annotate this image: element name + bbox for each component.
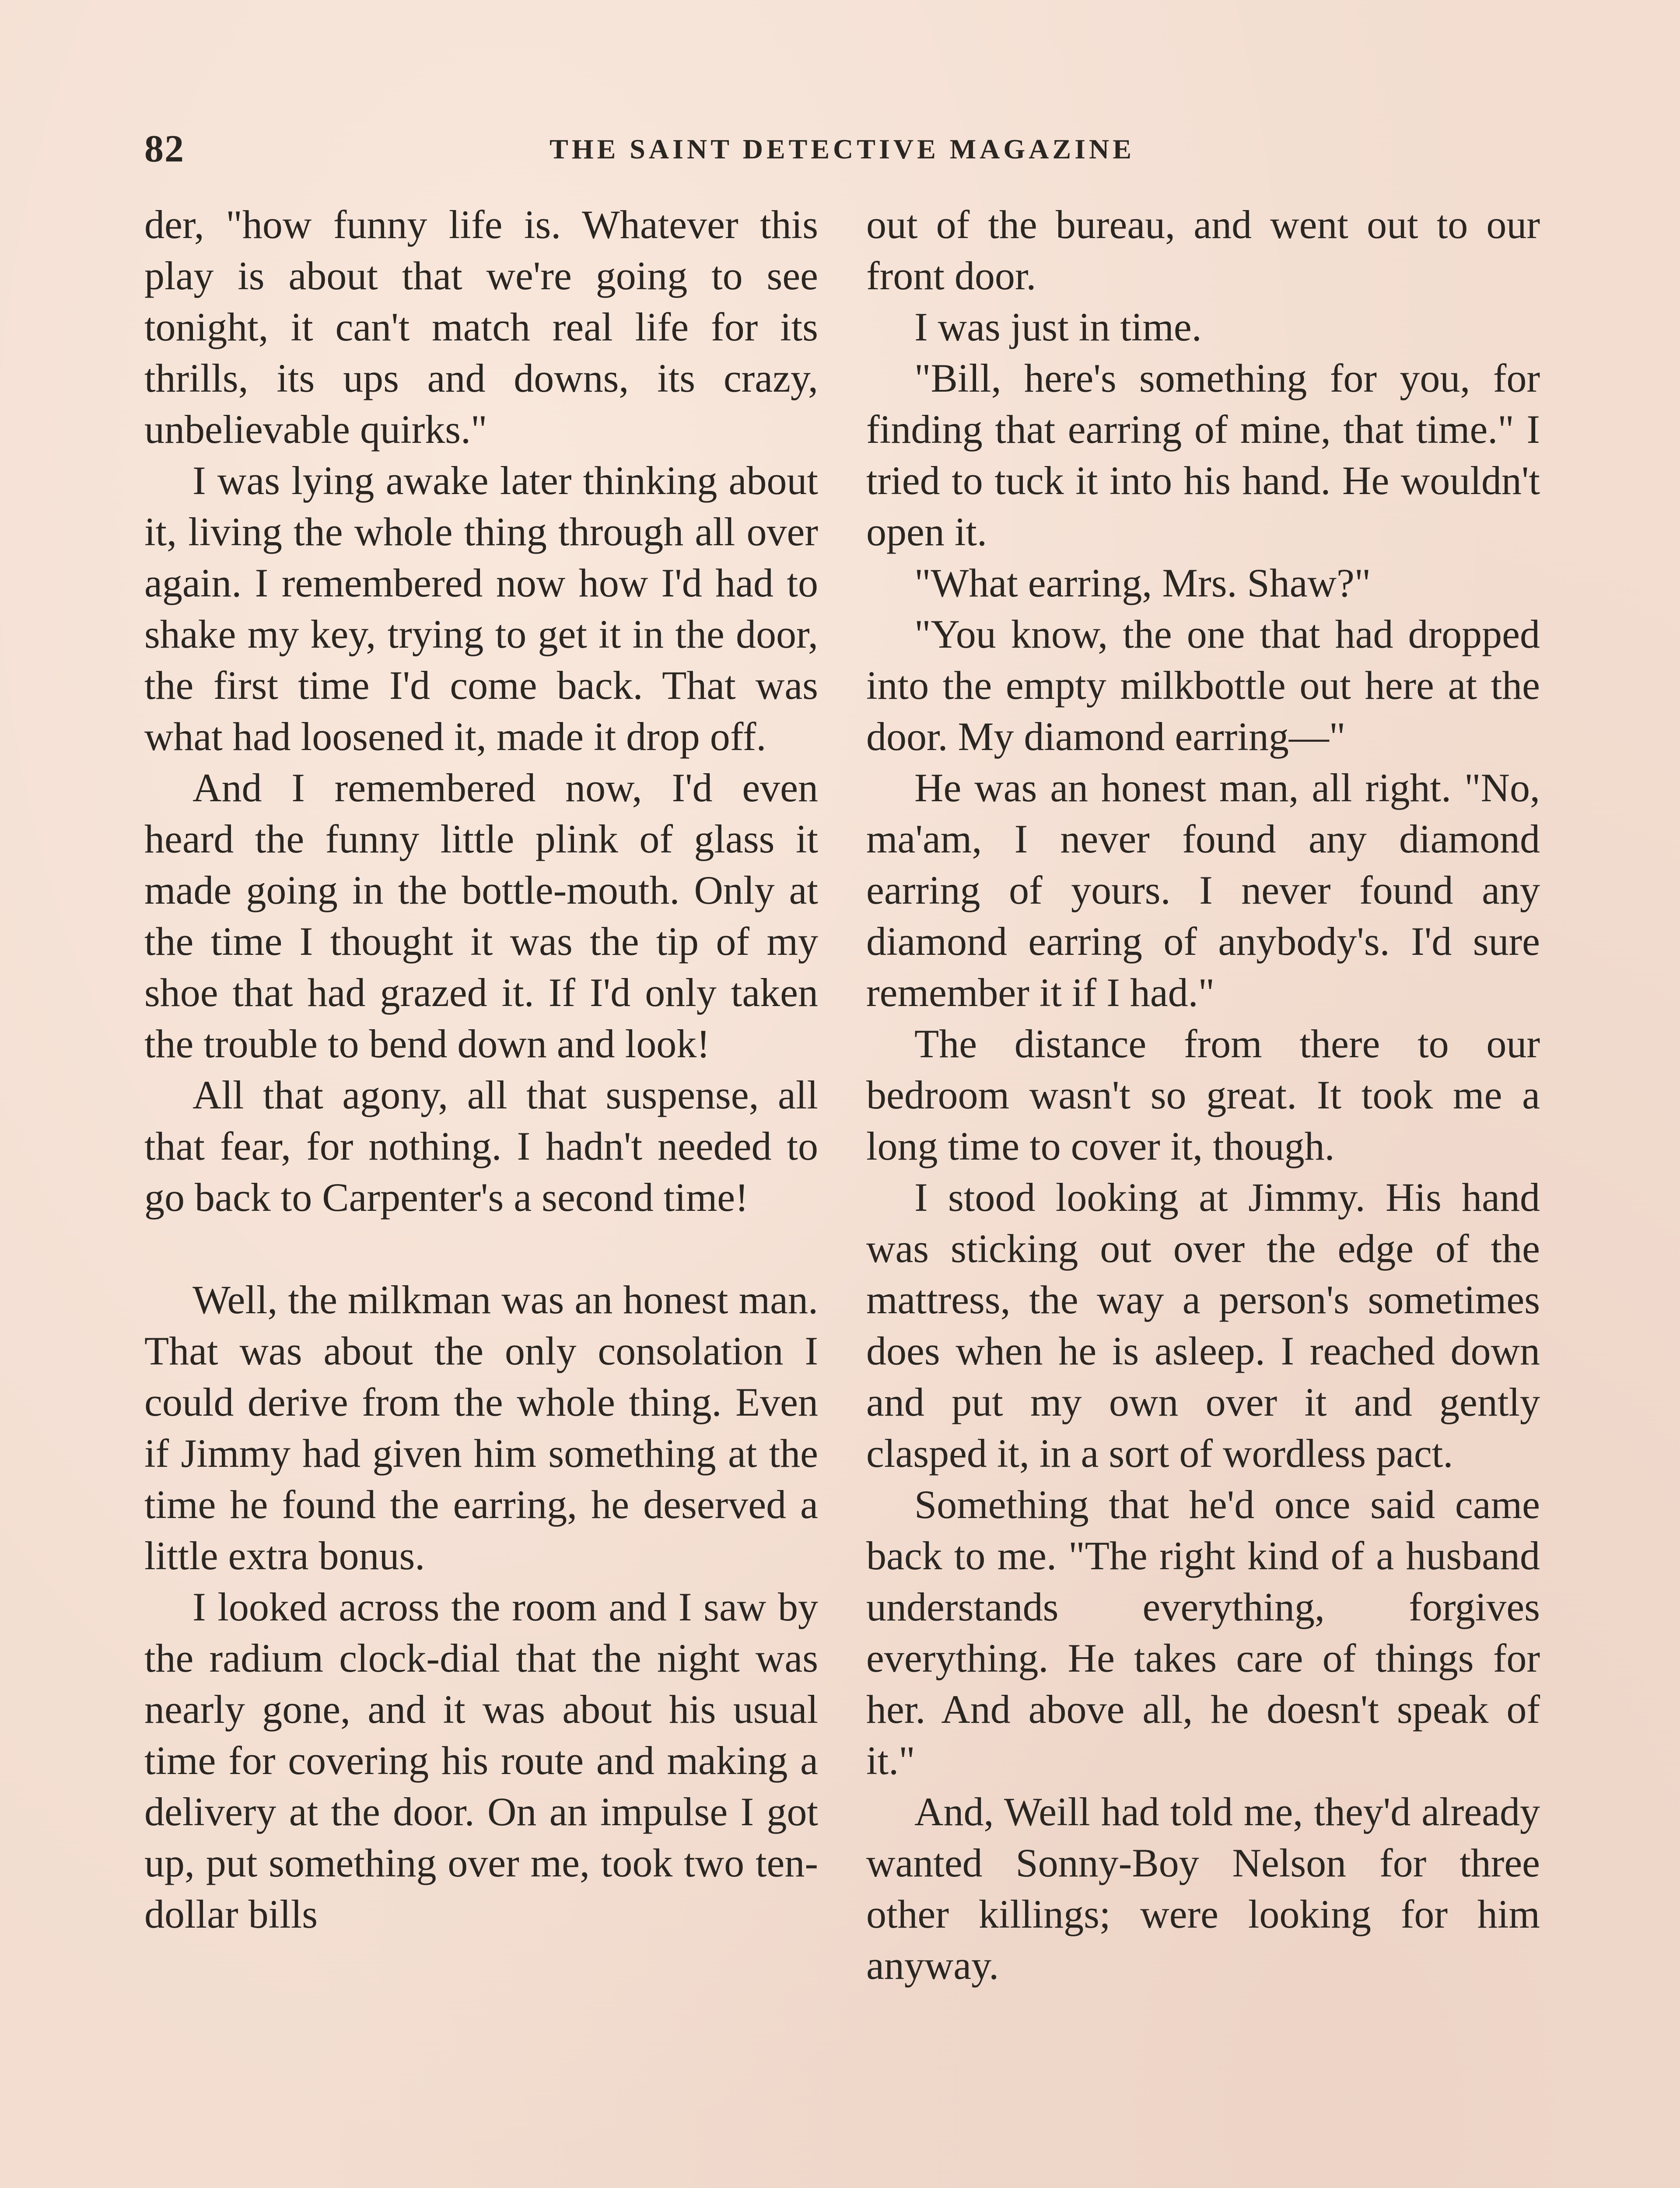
paragraph: der, "how funny life is. Whatever this play is about that we're going to see tonight, it can't match real life for its thrills, its ups and downs, its crazy, unbelievable quirks." xyxy=(144,202,818,452)
paragraph: And, Weill had told me, they'd already wanted Sonny-Boy Nelson for three other killings; were looking for him anyway. xyxy=(866,1789,1540,1988)
paragraph: He was an honest man, all right. "No, ma'am, I never found any diamond earring of yours. I never found any diamond earring of anybody's. I'd sure remember it if I had." xyxy=(866,765,1540,1015)
paragraph: "What earring, Mrs. Shaw?" xyxy=(914,561,1371,605)
paragraph: out of the bureau, and went out to our front door. xyxy=(866,202,1540,298)
right-column xyxy=(866,199,1540,1991)
paragraph: I was just in time. xyxy=(914,305,1202,349)
magazine-title: THE SAINT DETECTIVE MAGAZINE xyxy=(550,133,1135,165)
paragraph: I looked across the room and I saw by the radium clock-dial that the night was nearly gone, and it was about his usual time for covering his route and making a delivery at the door. On an impulse I got up, put something over me, took two ten-dollar bills xyxy=(144,1585,818,1936)
paragraph: All that agony, all that suspense, all that fear, for nothing. I hadn't needed to go back to Carpenter's a second time! xyxy=(144,1073,818,1220)
paragraph: The distance from there to our bedroom wasn't so great. It took me a long time to cover it, though. xyxy=(866,1021,1540,1168)
paragraph: Well, the milkman was an honest man. That was about the only consolation I could derive from the whole thing. Even if Jimmy had given him something at the time he found the earring, he deserved a little extra bonus. xyxy=(144,1277,818,1578)
running-head xyxy=(144,127,1540,175)
left-column xyxy=(144,199,818,1940)
page-number: 82 xyxy=(144,128,185,170)
paragraph: I stood looking at Jimmy. His hand was sticking out over the edge of the mattress, the way a person's sometimes does when he is asleep. I reached down and put my own over it and gently clasped it, in a sort of wordless pact. xyxy=(866,1175,1540,1476)
paragraph: I was lying awake later thinking about it, living the whole thing through all over again. I remembered now how I'd had to shake my key, trying to get it in the door, the first time I'd come back. That was what had loosened it, made it drop off. xyxy=(144,458,818,759)
paragraph: "You know, the one that had dropped into the empty milkbottle out here at the door. My diamond earring—" xyxy=(866,612,1540,759)
paragraph: Something that he'd once said came back to me. "The right kind of a husband understands everything, forgives everything. He takes care of things for her. And above all, he doesn't speak of it." xyxy=(866,1482,1540,1783)
paragraph: And I remembered now, I'd even heard the funny little plink of glass it made going in the bottle-mouth. Only at the time I thought it was the tip of my shoe that had grazed it. If I'd only taken the trouble to bend down and look! xyxy=(144,765,818,1066)
paragraph: "Bill, here's something for you, for finding that earring of mine, that time." I tried to tuck it into his hand. He wouldn't open it. xyxy=(866,356,1540,554)
